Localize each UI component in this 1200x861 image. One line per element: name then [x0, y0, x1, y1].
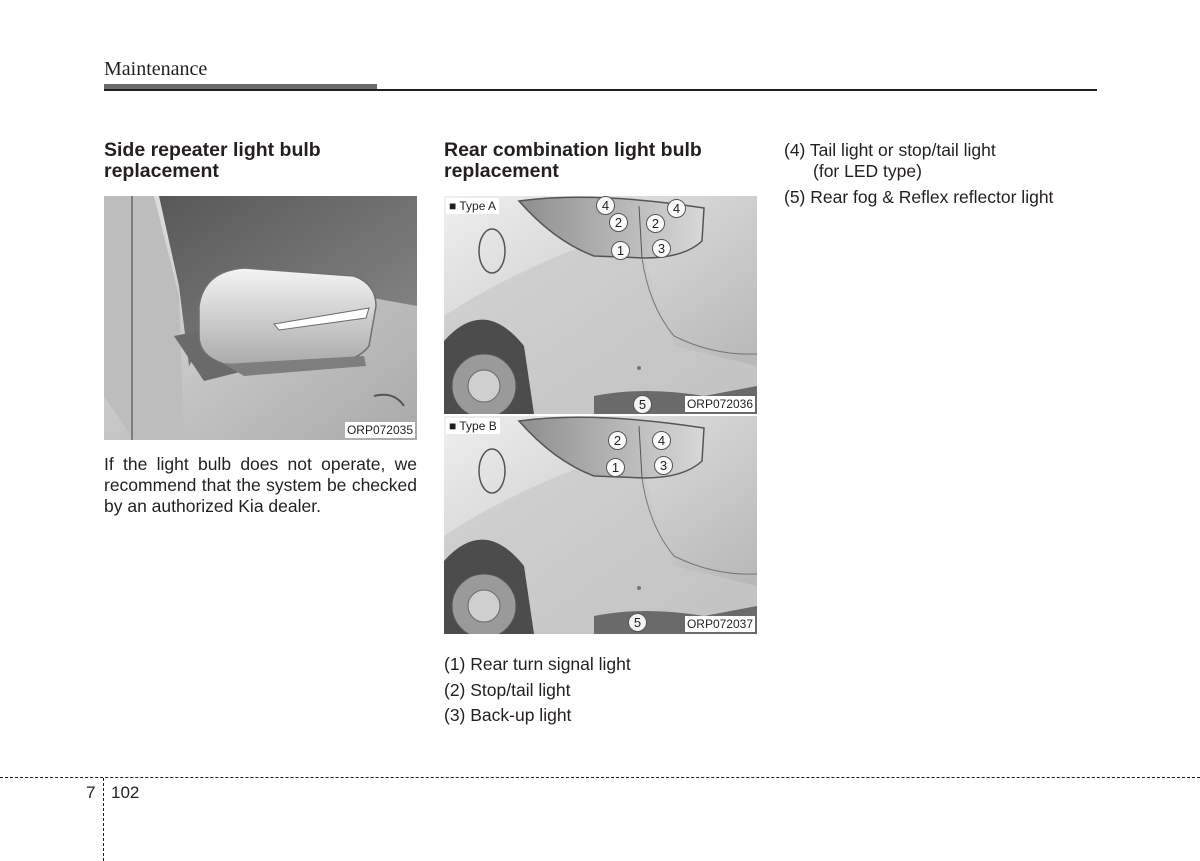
- list-item: [784, 140, 1104, 182]
- callout-4: 4: [667, 199, 686, 218]
- callout-1: 1: [611, 241, 630, 260]
- side-repeater-heading: Side repeater light bulb replacement: [104, 139, 321, 182]
- side-repeater-body: If the light bulb does not operate, we recommend that the system be checked by an authorized Kia dealer.: [104, 454, 417, 516]
- rear-light-legend-continued: [784, 140, 1104, 208]
- list-item: (3) Back-up light: [444, 705, 572, 725]
- list-item-line: (for LED type): [813, 161, 922, 181]
- page-number: 102: [111, 783, 140, 802]
- callout-5: 5: [628, 613, 647, 632]
- rear-combination-heading: Rear combination light bulb replacement: [444, 139, 702, 182]
- callout-3: 3: [652, 239, 671, 258]
- middle-column: [444, 140, 757, 731]
- footer-rule: [0, 777, 1200, 778]
- list-item: (1) Rear turn signal light: [444, 654, 631, 674]
- left-column: [104, 140, 417, 517]
- callout-4: 4: [596, 196, 615, 215]
- side-mirror-illustration: [104, 196, 417, 440]
- chapter-number: 7: [86, 783, 96, 802]
- list-item-line: (5) Rear fog & Reflex reflector light: [784, 186, 1054, 207]
- list-item: (2) Stop/tail light: [444, 679, 571, 700]
- list-item: [784, 187, 1104, 208]
- callout-2: 2: [646, 214, 665, 233]
- header-rule: [104, 89, 1097, 91]
- rear-light-legend: [444, 654, 757, 726]
- callout-2: 2: [609, 213, 628, 232]
- rear-car-drawing-b: [444, 416, 757, 634]
- callout-3: 3: [654, 456, 673, 475]
- figure-code: ORP072036: [686, 397, 753, 411]
- rear-light-type-a-illustration: [444, 196, 757, 414]
- figure-code: ORP072037: [686, 617, 753, 631]
- right-column: [784, 140, 1104, 212]
- type-a-label: ■ Type A: [446, 198, 499, 214]
- list-item-line: (4) Tail light or stop/tail light: [784, 140, 996, 160]
- figure-code: ORP072035: [346, 423, 413, 437]
- callout-5: 5: [633, 395, 652, 414]
- callout-4: 4: [652, 431, 671, 450]
- side-mirror-drawing: [104, 196, 417, 440]
- callout-2: 2: [608, 431, 627, 450]
- footer-vertical-rule: [103, 778, 104, 861]
- type-b-label: ■ Type B: [446, 418, 500, 434]
- section-title: Maintenance: [104, 58, 208, 80]
- rear-car-drawing-a: [444, 196, 757, 414]
- rear-light-type-b-illustration: [444, 416, 757, 634]
- callout-1: 1: [606, 458, 625, 477]
